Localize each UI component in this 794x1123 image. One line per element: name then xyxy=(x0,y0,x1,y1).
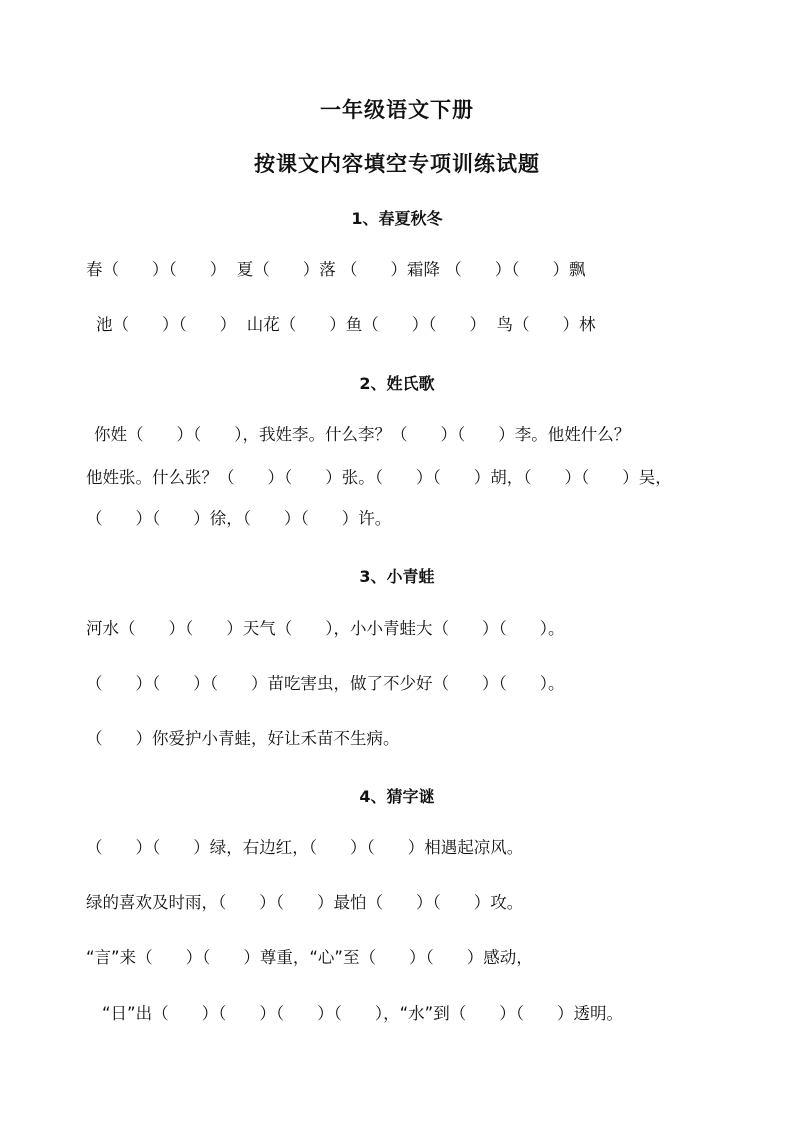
fill-in-line: 绿的喜欢及时雨，（ ）（ ）最怕（ ）（ ）攻。 xyxy=(86,893,524,912)
section-heading: 1、春夏秋冬 xyxy=(351,209,443,228)
fill-in-line: （ ）（ ）绿，右边红，（ ）（ ）相遇起凉风。 xyxy=(86,838,524,857)
section-heading: 3、小青蛙 xyxy=(359,567,435,586)
page-title: 一年级语文下册 xyxy=(320,98,474,122)
fill-in-line: “日”出（ ）（ ）（ ）（ ），“水”到（ ）（ ）透明。 xyxy=(102,1004,623,1023)
fill-in-line: 春（ ）（ ） 夏（ ）落 （ ）霜降 （ ）（ ）飘 xyxy=(86,260,586,279)
fill-in-line: 池（ ）（ ） 山花（ ）鱼（ ）（ ） 鸟（ ）林 xyxy=(96,315,596,334)
fill-in-line: 你姓（ ）（ ），我姓李。什么李？（ ）（ ）李。他姓什么？ xyxy=(94,425,631,444)
fill-in-line: （ ）（ ）徐，（ ）（ ）许。 xyxy=(86,509,392,528)
fill-in-line: （ ）（ ）（ ）苗吃害虫，做了不少好（ ）（ ）。 xyxy=(86,674,565,693)
fill-in-line: 河水（ ）（ ）天气（ ），小小青蛙大（ ）（ ）。 xyxy=(86,619,565,638)
section-heading: 4、猜字谜 xyxy=(359,787,435,806)
fill-in-line: （ ）你爱护小青蛙，好让禾苗不生病。 xyxy=(86,729,400,748)
section-heading: 2、姓氏歌 xyxy=(359,374,435,393)
fill-in-line: “言”来（ ）（ ）尊重，“心”至（ ）（ ）感动， xyxy=(86,948,533,967)
fill-in-line: 他姓张。什么张？（ ）（ ）张。（ ）（ ）胡，（ ）（ ）吴， xyxy=(86,468,672,487)
page-subtitle: 按课文内容填空专项训练试题 xyxy=(254,152,540,176)
